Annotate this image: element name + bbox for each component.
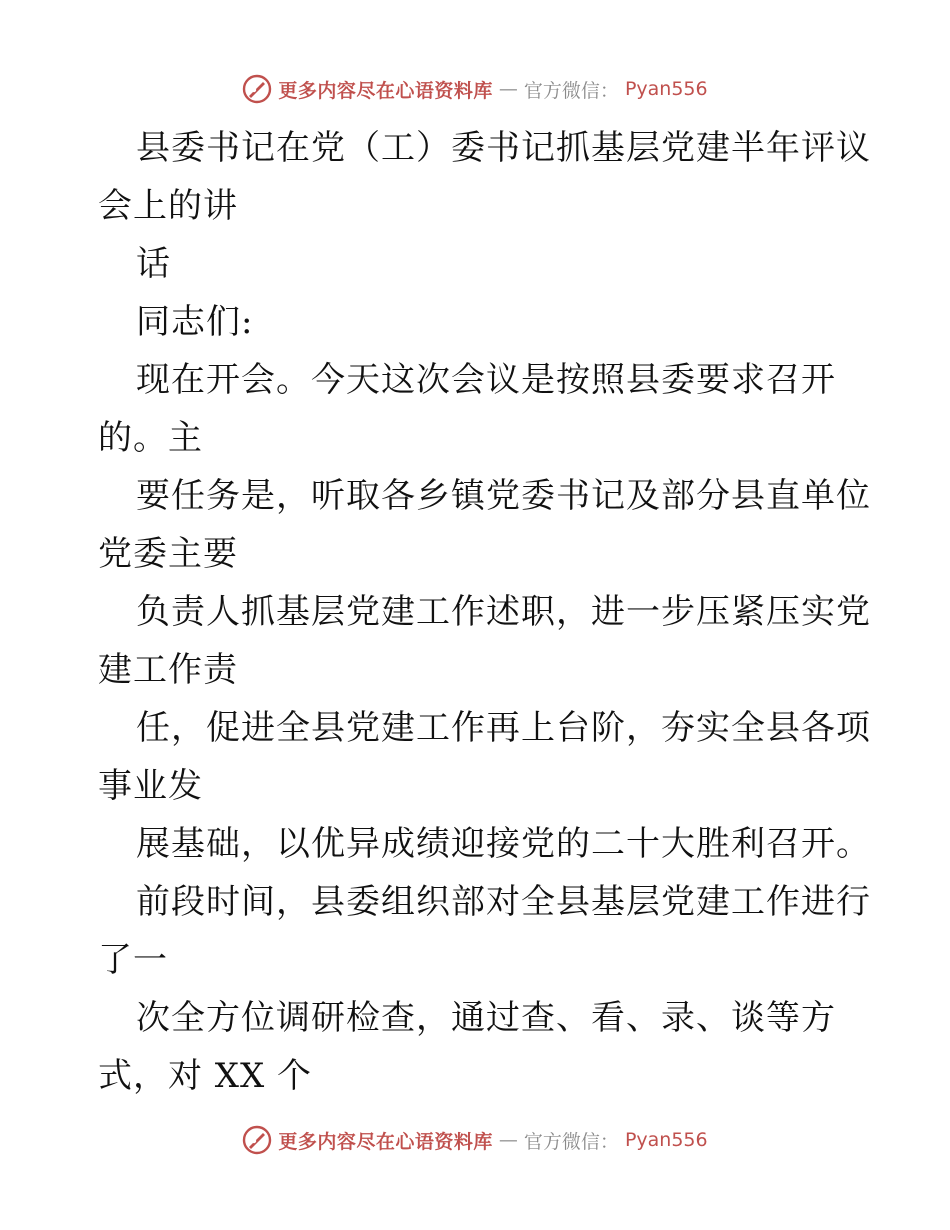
quill-pen-logo-icon: [242, 1125, 272, 1155]
watermark-brand: 更多内容尽在心语资料库: [278, 79, 493, 102]
doc-line: 现在开会。今天这次会议是按照县委要求召开: [136, 360, 836, 400]
doc-line: 会上的讲: [98, 186, 238, 226]
footer-watermark: [0, 1123, 950, 1157]
watermark-dash: —: [498, 78, 518, 100]
doc-line: 党委主要: [98, 534, 238, 574]
doc-line: 的。主: [98, 418, 203, 458]
doc-line: 事业发: [98, 766, 203, 806]
header-watermark: [0, 72, 950, 106]
watermark-brand: 更多内容尽在心语资料库: [278, 1130, 493, 1153]
quill-pen-logo-icon: [242, 74, 272, 104]
doc-line: 要任务是，听取各乡镇党委书记及部分县直单位: [136, 476, 871, 516]
doc-line: 同志们:: [136, 302, 254, 342]
watermark-label: 官方微信：: [523, 79, 619, 102]
watermark-wechat-id: Pyan556: [624, 78, 708, 100]
doc-line: 任，促进全县党建工作再上台阶，夯实全县各项: [136, 708, 871, 748]
watermark-dash: —: [498, 1129, 518, 1151]
watermark-wechat-id: Pyan556: [624, 1129, 708, 1151]
doc-line: 展基础，以优异成绩迎接党的二十大胜利召开。: [136, 824, 871, 864]
doc-line: 了一: [98, 940, 168, 980]
doc-line: 建工作责: [98, 650, 238, 690]
doc-line: 式，对 XX 个: [98, 1056, 313, 1096]
doc-line: 前段时间，县委组织部对全县基层党建工作进行: [136, 882, 871, 922]
watermark-label: 官方微信：: [523, 1130, 619, 1153]
doc-line: 话: [136, 244, 171, 284]
doc-line: 县委书记在党（工）委书记抓基层党建半年评议: [136, 128, 871, 168]
doc-line: 次全方位调研检查，通过查、看、录、谈等方: [136, 998, 836, 1038]
doc-line: 负责人抓基层党建工作述职，进一步压紧压实党: [136, 592, 871, 632]
